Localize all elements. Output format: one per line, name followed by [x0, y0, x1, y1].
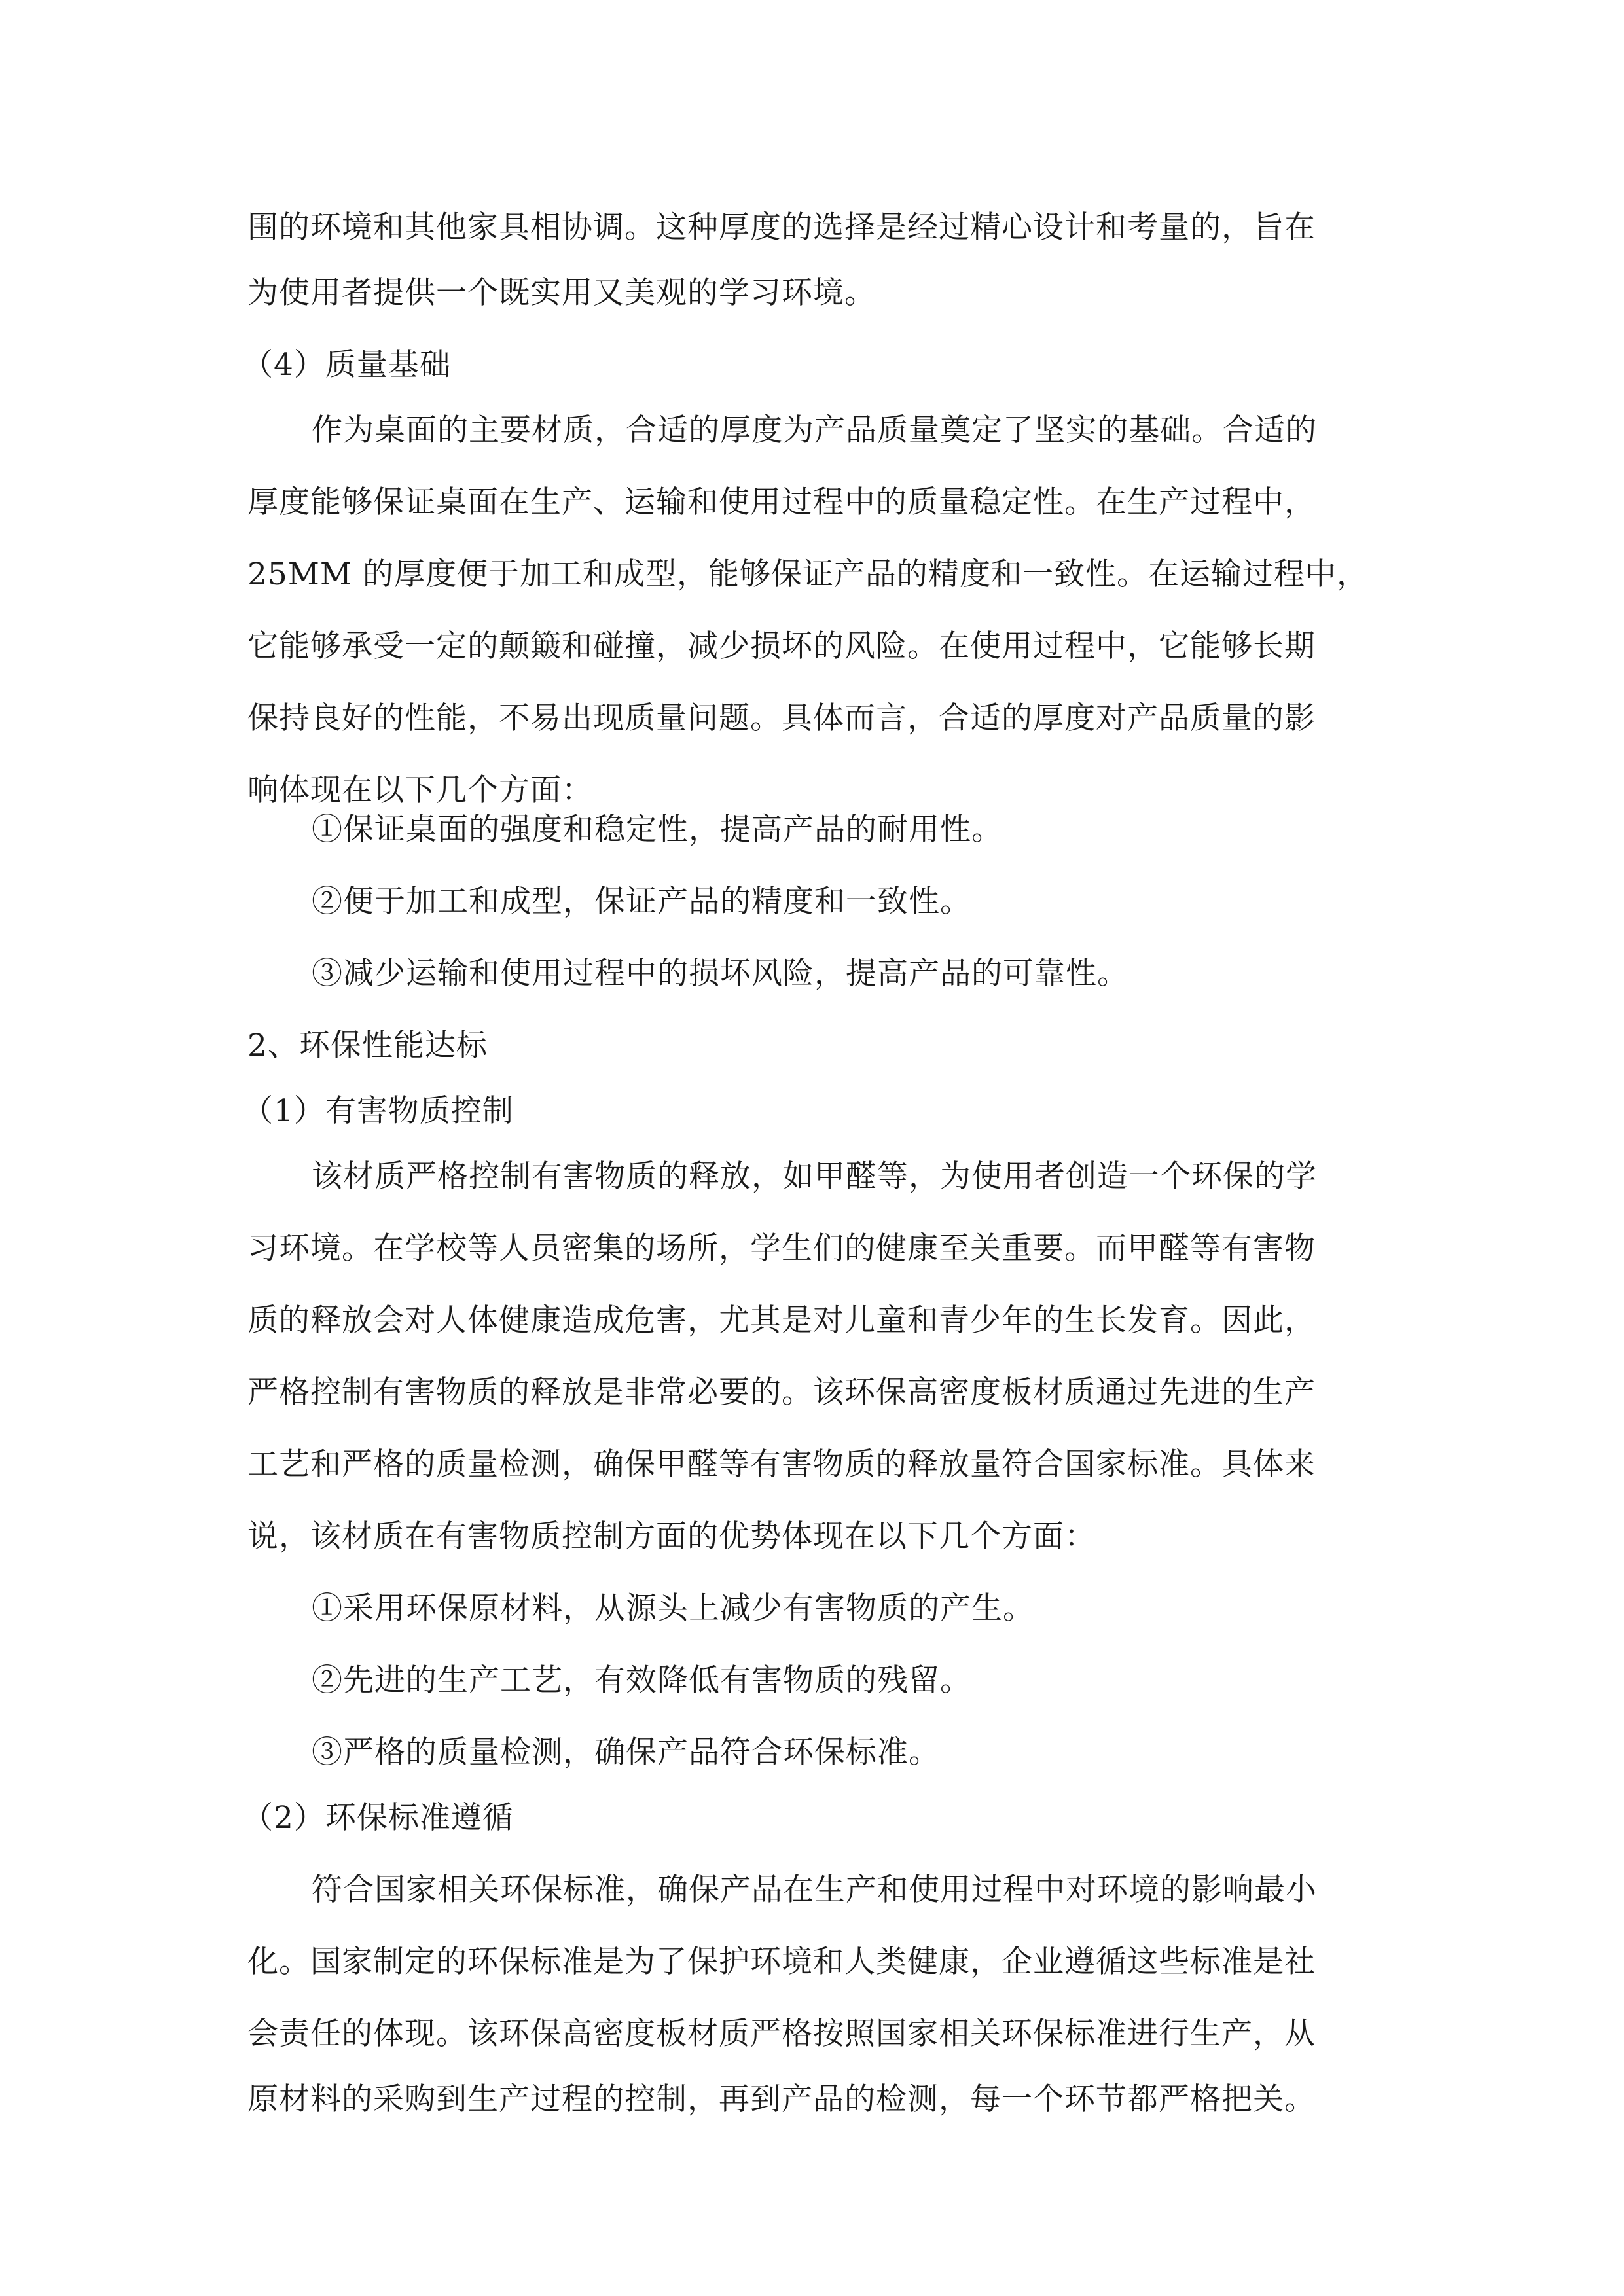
- list-item: ①保证桌面的强度和稳定性，提高产品的耐用性。: [312, 812, 1003, 848]
- list-item: ①采用环保原材料，从源头上减少有害物质的产生。: [312, 1590, 1034, 1626]
- list-item: ②先进的生产工艺，有效降低有害物质的残留。: [312, 1662, 971, 1698]
- paragraph-line: 响体现在以下几个方面：: [247, 772, 593, 808]
- paragraph-line: 符合国家相关环保标准，确保产品在生产和使用过程中对环境的影响最小: [312, 1872, 1317, 1908]
- paragraph-line: 作为桌面的主要材质，合适的厚度为产品质量奠定了坚实的基础。合适的: [312, 412, 1317, 448]
- paragraph-line: 厚度能够保证桌面在生产、运输和使用过程中的质量稳定性。在生产过程中，: [247, 484, 1316, 520]
- section-heading: （1）有害物质控制: [242, 1093, 514, 1129]
- list-item: ③减少运输和使用过程中的损坏风险，提高产品的可靠性。: [312, 956, 1128, 992]
- paragraph-line: 会责任的体现。该环保高密度板材质严格按照国家相关环保标准进行生产，从: [247, 2016, 1316, 2052]
- section-heading: 2、环保性能达标: [247, 1028, 488, 1064]
- paragraph-line: 围的环境和其他家具相协调。这种厚度的选择是经过精心设计和考量的，旨在: [247, 209, 1316, 245]
- paragraph-line: 25MM 的厚度便于加工和成型，能够保证产品的精度和一致性。在运输过程中，: [247, 556, 1368, 592]
- paragraph-line: 化。国家制定的环保标准是为了保护环境和人类健康，企业遵循这些标准是社: [247, 1944, 1316, 1980]
- paragraph-line: 说，该材质在有害物质控制方面的优势体现在以下几个方面：: [247, 1518, 1096, 1554]
- paragraph-line: 工艺和严格的质量检测，确保甲醛等有害物质的释放量符合国家标准。具体来: [247, 1446, 1316, 1482]
- list-item: ③严格的质量检测，确保产品符合环保标准。: [312, 1734, 940, 1770]
- paragraph-line: 它能够承受一定的颠簸和碰撞，减少损坏的风险。在使用过程中，它能够长期: [247, 628, 1316, 664]
- paragraph-line: 为使用者提供一个既实用又美观的学习环境。: [247, 275, 876, 311]
- paragraph-line: 严格控制有害物质的释放是非常必要的。该环保高密度板材质通过先进的生产: [247, 1374, 1316, 1410]
- paragraph-line: 习环境。在学校等人员密集的场所，学生们的健康至关重要。而甲醛等有害物: [247, 1230, 1316, 1266]
- list-item: ②便于加工和成型，保证产品的精度和一致性。: [312, 884, 971, 920]
- paragraph-line: 原材料的采购到生产过程的控制，再到产品的检测，每一个环节都严格把关。: [247, 2081, 1316, 2117]
- paragraph-line: 质的释放会对人体健康造成危害，尤其是对儿童和青少年的生长发育。因此，: [247, 1302, 1316, 1338]
- section-heading: （2）环保标准遵循: [242, 1800, 514, 1836]
- paragraph-line: 保持良好的性能，不易出现质量问题。具体而言，合适的厚度对产品质量的影: [247, 700, 1316, 736]
- section-heading: （4）质量基础: [242, 347, 451, 383]
- paragraph-line: 该材质严格控制有害物质的释放，如甲醛等，为使用者创造一个环保的学: [312, 1158, 1317, 1194]
